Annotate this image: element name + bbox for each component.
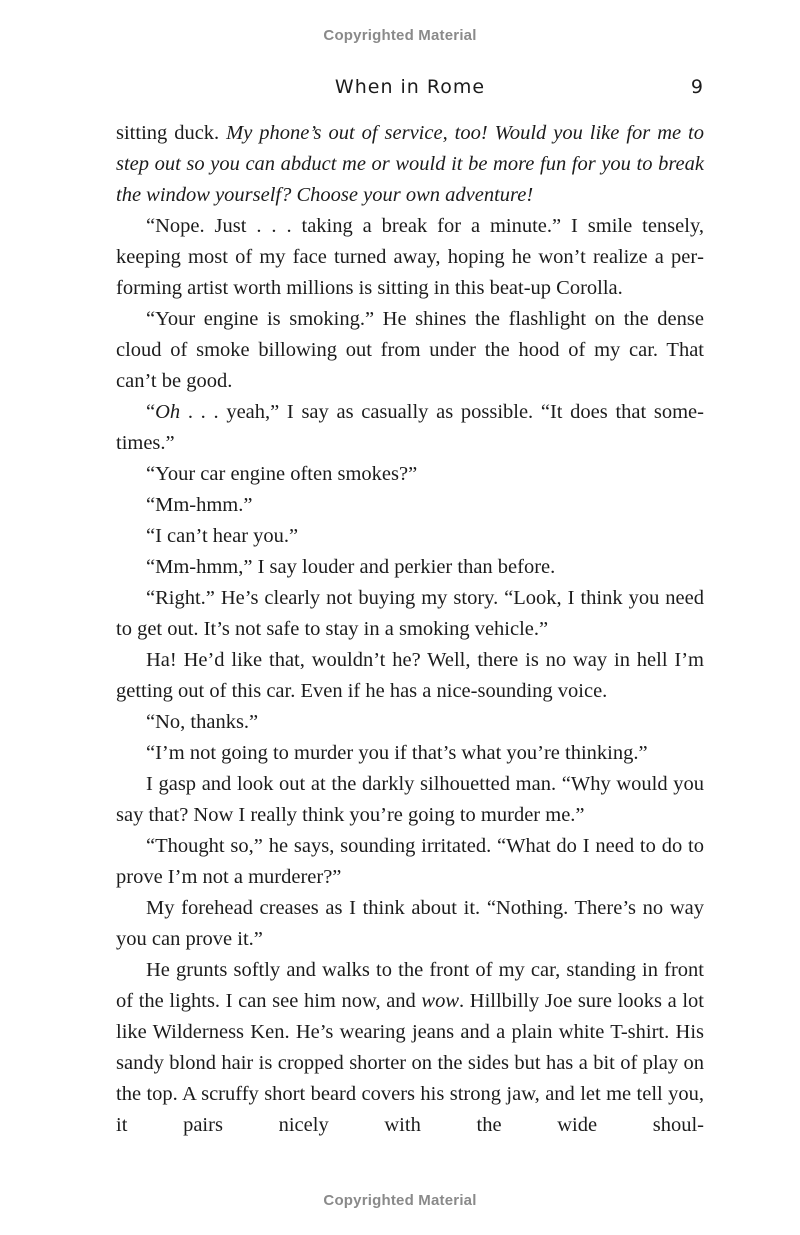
text-run: “Mm-hmm,” I say louder and perkier than before. bbox=[146, 556, 556, 578]
paragraph bbox=[116, 211, 704, 304]
italic-text-run: Oh bbox=[155, 401, 181, 423]
text-run: I gasp and look out at the darkly silhouetted man. “Why would you say that? Now I really think you’re going to murder me.” bbox=[116, 773, 704, 826]
page-number: 9 bbox=[690, 76, 704, 98]
text-run: “No, thanks.” bbox=[146, 711, 259, 733]
text-run: “I’m not going to murder you if that’s what you’re thinking.” bbox=[146, 742, 648, 764]
paragraph bbox=[116, 583, 704, 645]
text-run: “I can’t hear you.” bbox=[146, 525, 299, 547]
copyright-watermark-bottom: Copyrighted Material bbox=[323, 1192, 477, 1209]
text-run: “Your engine is smoking.” He shines the flashlight on the dense cloud of smoke billowing out from under the hood of my car. That can’t be good. bbox=[116, 308, 704, 392]
book-title: When in Rome bbox=[334, 76, 486, 98]
running-header bbox=[116, 76, 704, 102]
paragraph bbox=[116, 738, 704, 769]
text-run: “Right.” He’s clearly not buying my story. “Look, I think you need to get out. It’s not safe to stay in a smoking vehicle.” bbox=[116, 587, 704, 640]
italic-text-run: My phone’s out of service, too! Would you like for me to step out so you can abduct me or would it be more fun for you to break the window yourself? Choose your own adventure! bbox=[116, 122, 704, 206]
paragraph bbox=[116, 118, 704, 211]
text-run: “ bbox=[146, 401, 156, 423]
italic-text-run: wow bbox=[421, 990, 460, 1012]
paragraph bbox=[116, 955, 704, 1141]
paragraph bbox=[116, 645, 704, 707]
paragraph bbox=[116, 707, 704, 738]
body-text bbox=[116, 118, 704, 1141]
paragraph bbox=[116, 769, 704, 831]
text-run: “Your car engine often smokes?” bbox=[146, 463, 418, 485]
text-run: Ha! He’d like that, wouldn’t he? Well, there is no way in hell I’m getting out of this car. Even if he has a nice-sounding voice. bbox=[116, 649, 704, 702]
text-run: . . . yeah,” I say as casually as possible. “It does that sometimes.” bbox=[116, 401, 704, 454]
paragraph bbox=[116, 831, 704, 893]
text-run: He grunts softly and walks to the front of my car, standing in front of the lights. I can see him now, and bbox=[116, 959, 704, 1012]
paragraph bbox=[116, 397, 704, 459]
paragraph bbox=[116, 459, 704, 490]
paragraph bbox=[116, 552, 704, 583]
text-run: . Hillbilly Joe sure looks a lot like Wilderness Ken. He’s wearing jeans and a plain white T-shirt. His sandy blond hair is cropped shorter on the sides but has a bit of play on the top. A scruffy short beard covers his strong jaw, and let me tell you, it pairs nicely with the wide shoul- bbox=[116, 990, 704, 1136]
paragraph bbox=[116, 893, 704, 955]
text-run: My forehead creases as I think about it. “Nothing. There’s no way you can prove it.” bbox=[116, 897, 704, 950]
text-run: “Thought so,” he says, sounding irritated. “What do I need to do to prove I’m not a murderer?” bbox=[116, 835, 704, 888]
text-run: “Mm-hmm.” bbox=[146, 494, 253, 516]
text-run: “Nope. Just . . . taking a break for a minute.” I smile tensely, keeping most of my face turned away, hoping he won’t realize a performing artist worth millions is sitting in this beat-up Corolla. bbox=[116, 215, 704, 299]
paragraph bbox=[116, 304, 704, 397]
text-run: sitting duck. bbox=[116, 122, 227, 144]
paragraph bbox=[116, 490, 704, 521]
copyright-watermark-top: Copyrighted Material bbox=[323, 27, 477, 44]
paragraph bbox=[116, 521, 704, 552]
